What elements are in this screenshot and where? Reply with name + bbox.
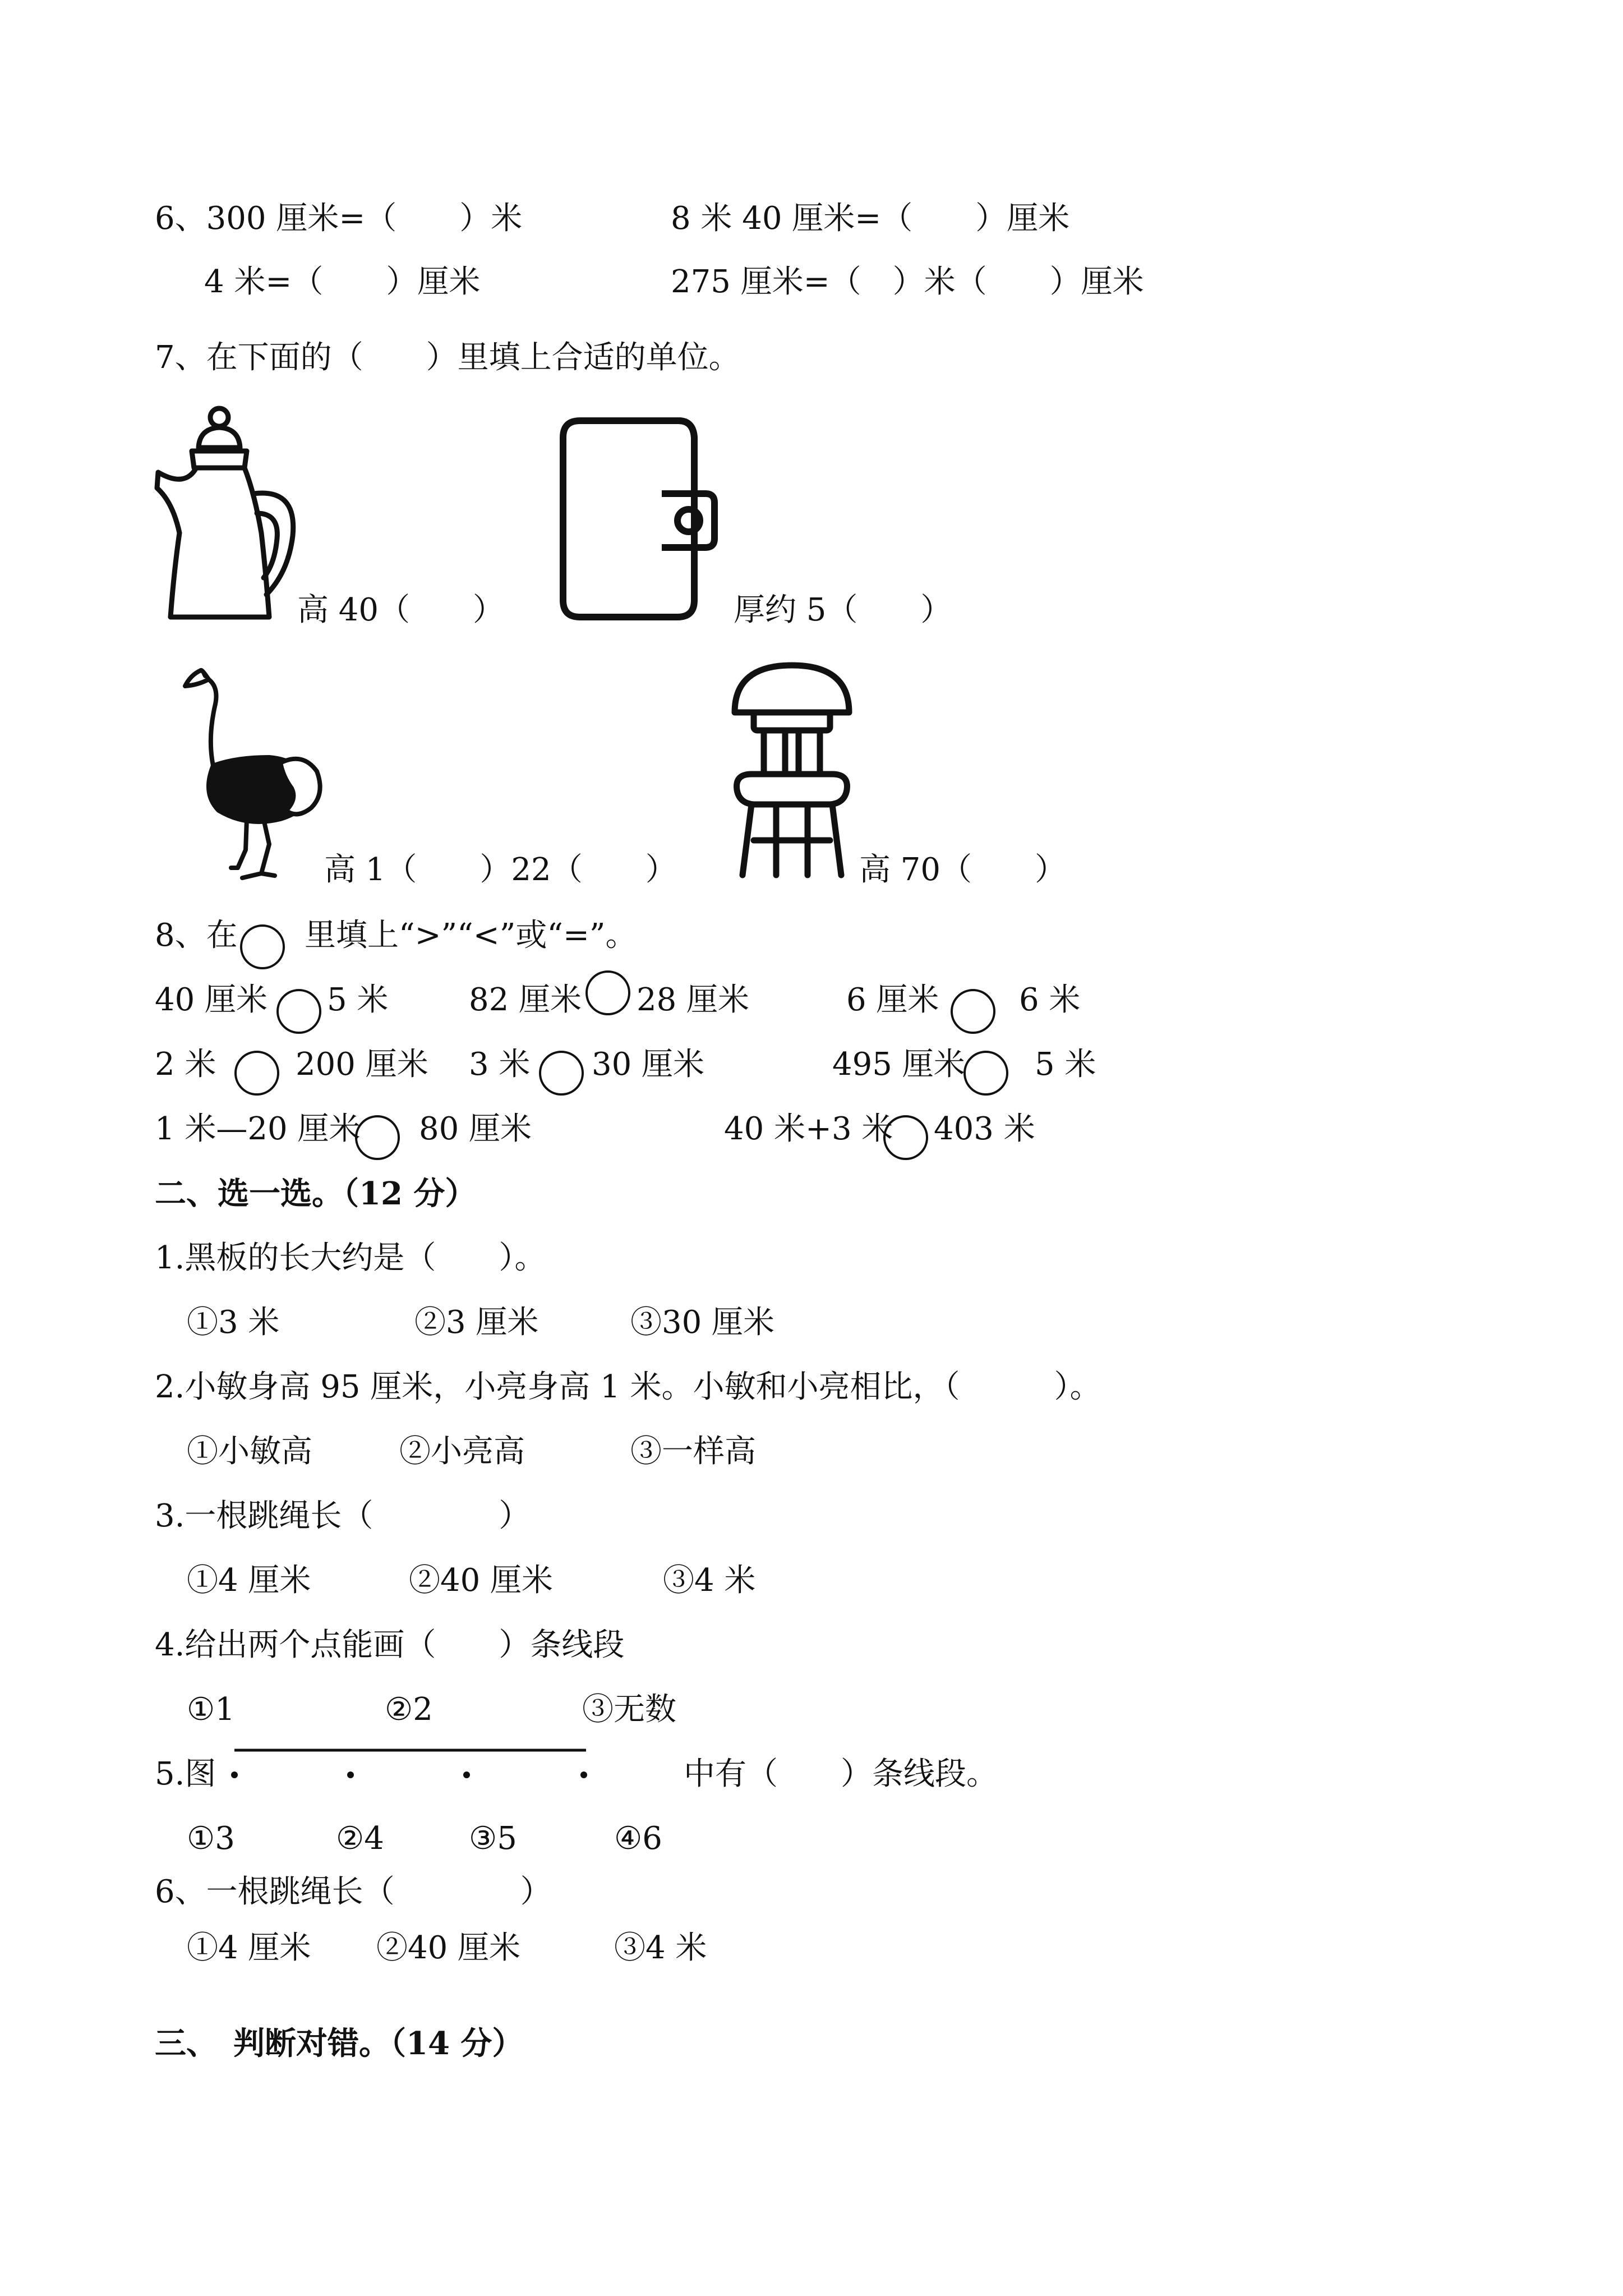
s2-q3: 3.一根跳绳长（ ） xyxy=(155,1498,531,1534)
compare-circle-r2-3[interactable] xyxy=(963,1051,1008,1096)
q6-item-b: 8 米 40 厘米=（ ）厘米 xyxy=(671,200,1070,237)
line-segment-figure xyxy=(227,1745,592,1784)
compare-circle-r2-2[interactable] xyxy=(539,1051,584,1096)
compare-circle-r1-3[interactable] xyxy=(951,989,995,1034)
ostrich-label: 高 1（ ）22（ ） xyxy=(324,852,677,888)
s2-q4-opt3: ③无数 xyxy=(582,1691,676,1728)
s2-q4-opt1: ①1 xyxy=(187,1691,235,1728)
q8-r1-c4: 28 厘米 xyxy=(637,982,750,1018)
s2-q5-post: 中有（ ）条线段。 xyxy=(684,1756,998,1792)
compare-circle-r3-1[interactable] xyxy=(355,1115,400,1160)
q8-r3-c2: 80 厘米 xyxy=(419,1111,532,1147)
stool-icon xyxy=(731,662,852,880)
q8-title-pre: 8、在 xyxy=(155,917,238,954)
q6-item-d: 275 厘米=（ ）米（ ）厘米 xyxy=(671,264,1144,300)
s2-q1-opt3: ③30 厘米 xyxy=(630,1304,775,1341)
q8-r2-c2: 200 厘米 xyxy=(296,1046,428,1083)
s2-q5-opt3: ③5 xyxy=(469,1820,517,1857)
s2-q6: 6、一根跳绳长（ ） xyxy=(155,1874,552,1910)
stool-label: 高 70（ ） xyxy=(859,852,1067,888)
s2-q2-opt1: ①小敏高 xyxy=(187,1433,312,1470)
s2-q6-opt3: ③4 米 xyxy=(614,1930,707,1966)
s2-q5-opt2: ②4 xyxy=(336,1820,384,1857)
s2-q3-opt2: ②40 厘米 xyxy=(409,1562,554,1599)
s2-q1-opt2: ②3 厘米 xyxy=(414,1304,539,1341)
compare-circle-r1-1[interactable] xyxy=(276,989,321,1034)
s2-q6-opt1: ①4 厘米 xyxy=(187,1930,311,1966)
q8-r2-c5: 495 厘米 xyxy=(832,1046,965,1083)
q8-r1-c3: 82 厘米 xyxy=(469,982,582,1018)
q8-r2-c1: 2 米 xyxy=(155,1046,216,1083)
q8-r3-c3: 40 米+3 米 xyxy=(724,1111,893,1147)
s2-q1: 1.黑板的长大约是（ ）。 xyxy=(155,1240,546,1276)
q8-r2-c6: 5 米 xyxy=(1035,1046,1096,1083)
q8-r1-c6: 6 米 xyxy=(1019,982,1081,1018)
s2-q3-opt3: ③4 米 xyxy=(663,1562,756,1599)
q8-r1-c2: 5 米 xyxy=(327,982,389,1018)
q6-item-a: 6、300 厘米=（ ）米 xyxy=(155,200,523,237)
s2-q5-opt4: ④6 xyxy=(614,1820,662,1857)
q8-title-post: 里填上“>”“<”或“=”。 xyxy=(305,917,637,954)
compare-circle-r2-1[interactable] xyxy=(234,1051,279,1096)
q7-title: 7、在下面的（ ）里填上合适的单位。 xyxy=(155,339,740,376)
s2-q4-opt2: ②2 xyxy=(385,1691,433,1728)
s2-q6-opt2: ②40 厘米 xyxy=(376,1930,521,1966)
s2-q2-opt3: ③一样高 xyxy=(630,1433,756,1470)
section2-heading: 二、选一选。（12 分） xyxy=(155,1175,477,1212)
q8-r3-c4: 403 米 xyxy=(934,1111,1035,1147)
book-label: 厚约 5（ ） xyxy=(734,592,952,628)
q8-r2-c4: 30 厘米 xyxy=(592,1046,705,1083)
q6-item-c: 4 米=（ ）厘米 xyxy=(204,264,481,300)
q8-r1-c5: 6 厘米 xyxy=(846,982,939,1018)
compare-circle-r1-2[interactable] xyxy=(585,970,630,1015)
book-icon xyxy=(550,415,718,623)
s2-q2-opt2: ②小亮高 xyxy=(399,1433,525,1470)
s2-q5-opt1: ①3 xyxy=(187,1820,235,1857)
compare-circle-icon xyxy=(240,924,285,969)
ostrich-icon xyxy=(179,659,325,881)
section3-heading: 三、 判断对错。（14 分） xyxy=(155,2025,524,2062)
s2-q5-pre: 5.图 xyxy=(155,1756,216,1792)
kettle-label: 高 40（ ） xyxy=(297,592,505,628)
compare-circle-r3-2[interactable] xyxy=(883,1115,928,1160)
kettle-icon xyxy=(151,404,297,623)
q8-r3-c1: 1 米—20 厘米 xyxy=(155,1111,361,1147)
s2-q1-opt1: ①3 米 xyxy=(187,1304,280,1341)
q8-r2-c3: 3 米 xyxy=(469,1046,531,1083)
q8-r1-c1: 40 厘米 xyxy=(155,982,268,1018)
s2-q4: 4.给出两个点能画（ ）条线段 xyxy=(155,1627,625,1663)
s2-q2: 2.小敏身高 95 厘米，小亮身高 1 米。小敏和小亮相比，（ ）。 xyxy=(155,1369,1101,1405)
s2-q3-opt1: ①4 厘米 xyxy=(187,1562,311,1599)
